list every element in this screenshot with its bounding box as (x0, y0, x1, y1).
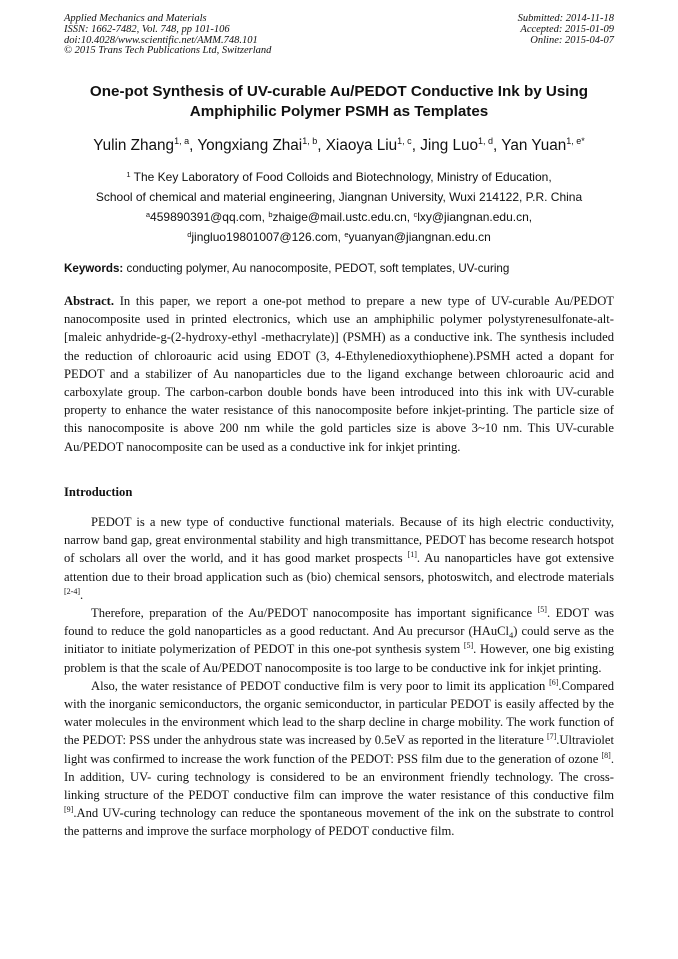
keywords-label: Keywords: (64, 262, 124, 275)
citation: [2-4] (64, 586, 80, 596)
email-e[interactable]: yuanyan@jiangnan.edu.cn (348, 230, 491, 244)
citation: [7] (546, 732, 557, 742)
email-a[interactable]: 459890391@qq.com, (150, 210, 265, 224)
email-b[interactable]: zhaige@mail.ustc.edu.cn, (272, 210, 411, 224)
affiliation-mark: 1 (126, 170, 131, 179)
introduction-heading: Introduction (64, 485, 133, 499)
citation: [6] (549, 677, 559, 687)
submitted-date: Submitted: 2014-11-18 (517, 13, 614, 24)
abstract (64, 292, 614, 456)
citation: [8] (601, 750, 611, 760)
subscript: 4 (509, 630, 514, 641)
intro-paragraph-2: Therefore, preparation of the Au/PEDOT nanocomposite has important significance [5]. EDOT was found to reduce the gold nanoparticles as a good reductant. And Au precursor (HAuCl$_4$) could serve as the initiator to initiate polymerization of PEDOT in this one-pot synthesis system [5]. However, one big existing problem is that the scale of Au/PEDOT nanocomposite is too large to be conductive ink for inkjet printing. (64, 605, 614, 675)
citation: [5] (463, 641, 474, 651)
journal-info (64, 14, 271, 57)
affiliation-text-2: School of chemical and material engineering, Jiangnan University, Wuxi 214122, P.R. China (95, 190, 583, 204)
email-line-2: $^d$jingluo19801007@126.com, $^e$yuanyan@jiangnan.edu.cn (187, 230, 491, 244)
intro-paragraph-3: Also, the water resistance of PEDOT conductive film is very poor to limit its application [6].Compared with the inorganic semiconductors, the organic semiconductor, in particular PEDOT is easily affected by the water molecules in the environment which lead to the sharp decline in charge mobility. The work function of the PEDOT: PSS under the anhydrous state was increased by 0.5eV as reported in the literature [7].Ultraviolet light was confirmed to increase the work function of the PEDOT: PSS film due to the generation of ozone [8]. In addition, UV- curing technology is considered to be an environment friendly technology. The cross-linking structure of the PEDOT conductive film can improve the water resistance of this conductive film [9].And UV-curing technology can reduce the spontaneous movement of the ink on the substrate to control the patterns and improve the surface morphology of PEDOT conductive film. (64, 677, 614, 839)
abstract-text: In this paper, we report a one-pot method to prepare a new type of UV-curable Au/PEDOT nanocomposite used in printed electronics, which use an amphiphilic polymer polystyrenesulfonate-alt-[maleic anhydride-g-(2-hydroxy-ethyl -methacrylate)] (PSMH) as a conductive ink. The synthesis included the reduction of chloroauric acid using EDOT (3, 4-Ethylenedioxythiophene).PSMH acted a dopant for PEDOT and a stabilizer of Au nanoparticles due to the ligand exchange between chloroauric acid and carboxylate group. The carbon-carbon double bonds have been introduced into this ink with UV-curable property to enhance the water resistance of this nanocomposite before inkjet-printing. The particle size of this nanocomposite is above 200 nm while the gold particles size is above 3~10 nm. This UV-curable Au/PEDOT nanocomposite can be used as a conductive ink for inkjet printing. (64, 294, 614, 454)
copyright-line: © 2015 Trans Tech Publications Ltd, Switzerland (64, 45, 272, 57)
author-name: Yan Yuan (501, 137, 567, 154)
dates-info (518, 14, 614, 46)
author-affil-mark: 1, c (397, 136, 412, 146)
affiliation-line-1 (40, 170, 638, 184)
paper-title (60, 82, 618, 122)
online-date: Online: 2015-04-07 (530, 34, 614, 46)
issn-line: ISSN: 1662-7482, Vol. 748, pp 101-106 (64, 23, 230, 35)
author-affil-mark: 1, b (302, 136, 318, 146)
abstract-label: Abstract. (64, 294, 115, 308)
keywords (64, 262, 614, 276)
title-line-1: One-pot Synthesis of UV-curable Au/PEDOT Conductive Ink by Using (89, 83, 589, 100)
intro-paragraph-1: PEDOT is a new type of conductive functional materials. Because of its high electric conductivity, narrow band gap, great environmental stability and high transmittance, PEDOT has become research hotspot of scholars all over the world, and it has good market prospects [1]. Au nanoparticles have got extensive attention due to their broad application such as (bio) chemical sensors, photoswitch, and electrode materials [2-4]. (64, 515, 614, 602)
email-line-1: $^a$459890391@qq.com, $^b$zhaige@mail.ustc.edu.cn, $^c$lxy@jiangnan.edu.cn, (145, 210, 533, 224)
author-list: Yulin Zhang$^{1, a}$, Yongxiang Zhai$^{1, b}$, Xiaoya Liu$^{1, c}$, Jing Luo$^{1, d}$, Yan Yuan$^{1, e*}$ (93, 136, 585, 154)
email-c[interactable]: lxy@jiangnan.edu.cn, (417, 210, 533, 224)
journal-name: Applied Mechanics and Materials (64, 13, 207, 24)
author-name: Xiaoya Liu (325, 137, 398, 154)
affiliation-line-2 (40, 190, 638, 204)
email-d[interactable]: jingluo19801007@126.com, (191, 230, 341, 244)
author-affil-mark: 1, d (478, 136, 494, 146)
doi-line: doi:10.4028/www.scientific.net/AMM.748.101 (64, 34, 258, 46)
author-affil-mark: 1, e* (566, 136, 585, 146)
author-name: Jing Luo (420, 137, 479, 154)
author-name: Yulin Zhang (93, 137, 175, 154)
keywords-text: conducting polymer, Au nanocomposite, PEDOT, soft templates, UV-curing (126, 262, 510, 275)
title-line-2: Amphiphilic Polymer PSMH as Templates (189, 103, 489, 120)
introduction-body (64, 513, 614, 841)
author-affil-mark: 1, a (174, 136, 190, 146)
citation: [1] (407, 550, 417, 560)
affiliation-text-1: The Key Laboratory of Food Colloids and Biotechnology, Ministry of Education, (133, 170, 552, 184)
author-name: Yongxiang Zhai (197, 137, 303, 154)
citation: [9] (64, 805, 74, 815)
citation: [5] (537, 605, 547, 615)
accepted-date: Accepted: 2015-01-09 (520, 23, 614, 35)
